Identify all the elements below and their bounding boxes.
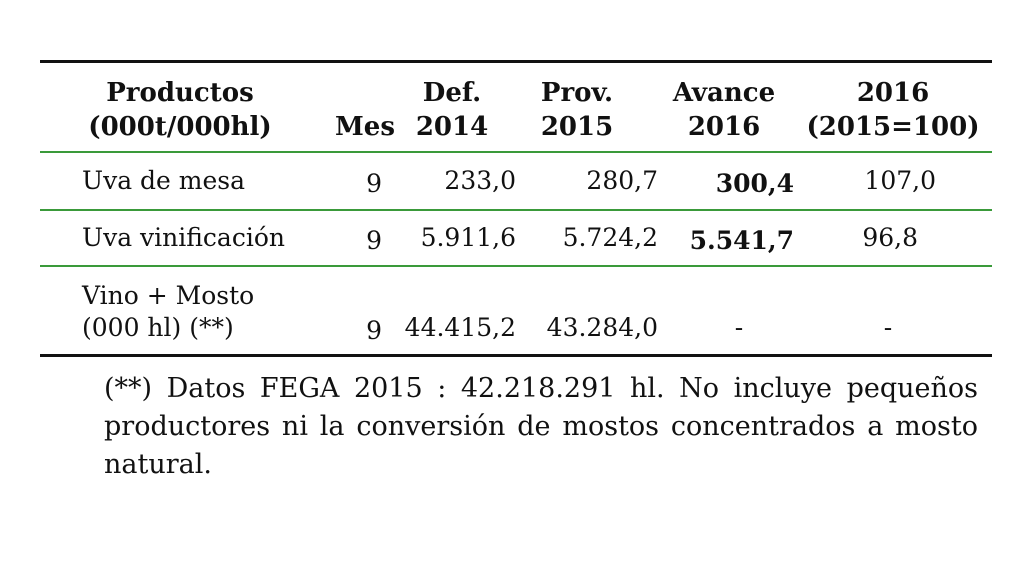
row-1-def-2014: 233,0 [444, 166, 516, 195]
header-indice-base: (2015=100) [806, 112, 980, 142]
header-divider [40, 151, 992, 153]
row-2-producto: Uva vinificación [82, 223, 285, 252]
row-3-def-2014: 44.415,2 [404, 313, 516, 342]
header-indice-year: 2016 [856, 78, 930, 108]
header-prov-2015 [532, 76, 622, 144]
row-1-avance-2016: 300,4 [715, 169, 794, 198]
row-1-producto: Uva de mesa [82, 166, 246, 195]
header-avance-2016 [664, 76, 784, 144]
row-3-producto-line2: (000 hl) (**) [82, 313, 234, 342]
table-top-rule [40, 60, 992, 63]
header-productos-label: Productos [106, 78, 254, 108]
header-def-year: 2014 [415, 112, 489, 142]
row-3-prov-2015: 43.284,0 [546, 313, 658, 342]
footnote: (**) Datos FEGA 2015 : 42.218.291 hl. No incluye pequeños productores ni la conversión de mostos concentrados a mosto natural. [104, 373, 978, 480]
row-2-prov-2015: 5.724,2 [562, 223, 658, 252]
row-divider-1 [40, 209, 992, 211]
header-prov-label: Prov. [540, 78, 614, 108]
row-3-mes: 9 [366, 316, 382, 345]
header-def-label: Def. [422, 78, 482, 108]
row-3-indice: - [883, 313, 893, 342]
row-2-avance-2016: 5.541,7 [689, 226, 794, 255]
header-indice-2016 [800, 76, 986, 144]
row-2-mes: 9 [366, 226, 382, 255]
header-mes: Mes [335, 112, 395, 142]
row-3-producto-line1: Vino + Mosto [82, 281, 255, 310]
row-1-mes: 9 [366, 169, 382, 198]
header-avance-year: 2016 [687, 112, 761, 142]
header-def-2014 [410, 76, 494, 144]
header-avance-label: Avance [672, 78, 776, 108]
row-1-indice: 107,0 [864, 166, 936, 195]
row-divider-2 [40, 265, 992, 267]
row-3-producto [82, 280, 254, 344]
header-productos [60, 76, 300, 144]
header-units-label: (000t/000hl) [88, 112, 272, 142]
row-1-prov-2015: 280,7 [586, 166, 658, 195]
row-2-indice: 96,8 [862, 223, 918, 252]
header-prov-year: 2015 [540, 112, 614, 142]
row-3-avance-2016: - [734, 313, 744, 342]
table-bottom-rule [40, 354, 992, 357]
row-2-def-2014: 5.911,6 [420, 223, 516, 252]
